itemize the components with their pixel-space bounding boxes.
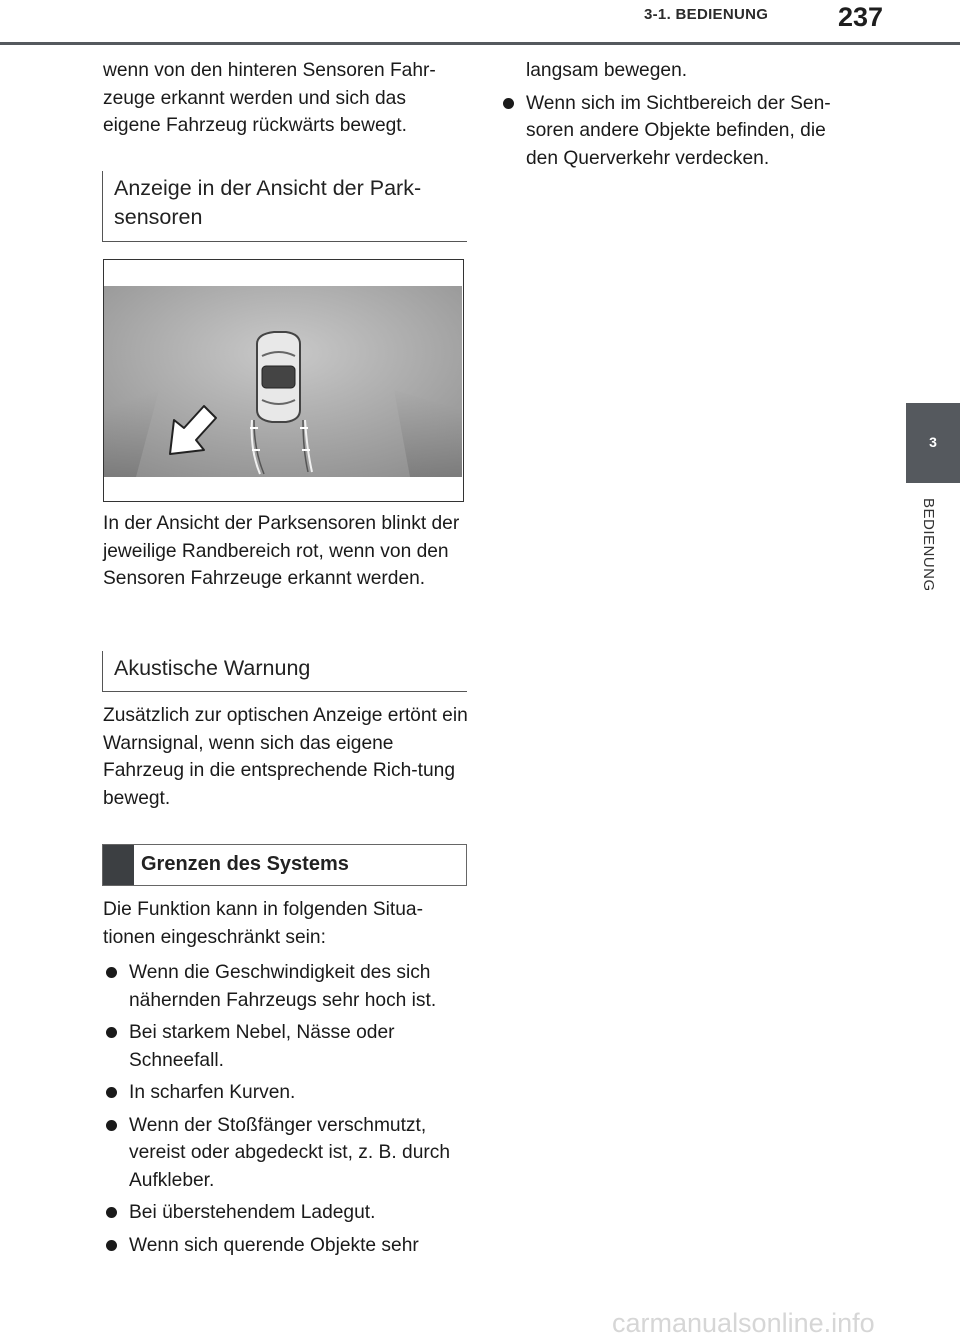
- limits-intro-paragraph: Die Funktion kann in folgenden Situa-tionen eingeschränkt sein:: [103, 899, 423, 948]
- list-item: Wenn sich im Sichtbereich der Sen-soren andere Objekte befinden, die den Querverkehr verdecken.: [500, 90, 860, 173]
- list-item: Wenn die Geschwindigkeit des sich nähernden Fahrzeugs sehr hoch ist.: [103, 959, 468, 1014]
- col2-list: [500, 90, 860, 173]
- chapter-tab-label: BEDIENUNG: [920, 498, 937, 592]
- heading-limits-block: [103, 844, 467, 886]
- heading-acoustic-block: [103, 651, 467, 692]
- system-limits-title: Grenzen des Systems: [141, 853, 349, 876]
- col2-block: [500, 57, 860, 177]
- parking-view-illustration: [104, 260, 462, 500]
- limits-block: [103, 896, 468, 1264]
- list-item: In scharfen Kurven.: [103, 1079, 468, 1107]
- section-heading-acoustic-warning: Akustische Warnung: [102, 651, 467, 692]
- running-header-section: 3-1. BEDIENUNG: [644, 6, 769, 23]
- watermark: carmanualsonline.info: [612, 1308, 875, 1338]
- list-item: Wenn der Stoßfänger verschmutzt, vereist oder abgedeckt ist, z. B. durch Aufkleber.: [103, 1112, 468, 1195]
- heading-bar: [103, 845, 134, 885]
- chapter-tab: 3: [906, 403, 960, 483]
- page-number: 237: [838, 2, 884, 32]
- continuation-text: langsam bewegen.: [526, 60, 688, 81]
- parking-view-paragraph-block: [103, 510, 468, 593]
- list-item: Bei überstehendem Ladegut.: [103, 1199, 468, 1227]
- acoustic-paragraph: Zusätzlich zur optischen Anzeige ertönt ein Warnsignal, wenn sich das eigene Fahrzeug in die entsprechende Rich-tung bewegt.: [103, 705, 468, 809]
- list-item: Bei starkem Nebel, Nässe oder Schneefall.: [103, 1019, 468, 1074]
- list-item: Wenn sich querende Objekte sehr: [103, 1232, 468, 1260]
- acoustic-paragraph-block: [103, 702, 468, 812]
- header-rule: [0, 42, 960, 45]
- intro-paragraph: wenn von den hinteren Sensoren Fahr-zeuge erkannt werden und sich das eigene Fahrzeug rückwärts bewegt.: [103, 60, 436, 136]
- section-heading-parking-view: Anzeige in der Ansicht der Park-sensoren: [102, 171, 467, 242]
- limits-list: [103, 959, 468, 1259]
- heading-parking-view-block: [103, 171, 467, 242]
- parking-view-paragraph: In der Ansicht der Parksensoren blinkt der jeweilige Randbereich rot, wenn von den Sensoren Fahrzeuge erkannt werden.: [103, 513, 460, 589]
- section-heading-system-limits: [102, 844, 467, 886]
- col1-intro-block: [103, 57, 468, 140]
- parking-sensor-view-figure: [103, 259, 464, 502]
